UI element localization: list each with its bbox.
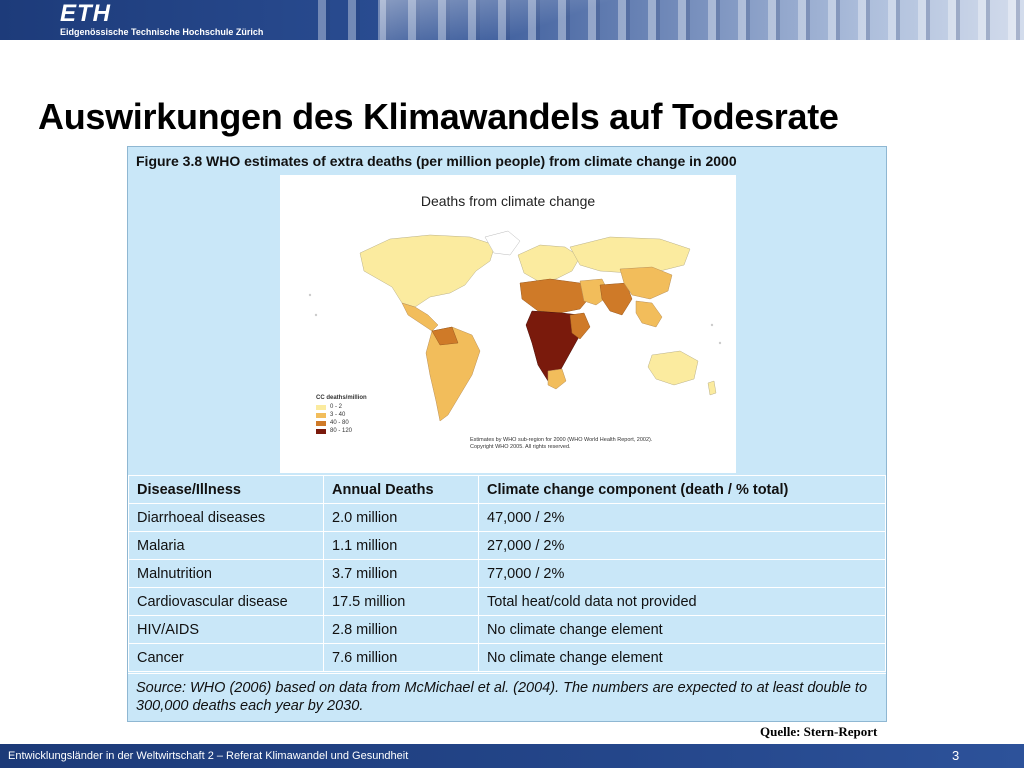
table-row	[129, 504, 886, 532]
table-cell: 2.0 million	[324, 504, 479, 532]
map-credit-line: Copyright WHO 2005. All rights reserved.	[470, 444, 571, 450]
slide-title: Auswirkungen des Klimawandels auf Todesrate	[38, 96, 839, 137]
table-header-row	[129, 476, 886, 504]
table-divider	[128, 673, 886, 674]
map-region-new-zealand	[708, 381, 716, 395]
legend-row	[316, 411, 367, 419]
table-row	[129, 616, 886, 644]
source-note: Source: WHO (2006) based on data from McMichael et al. (2004). The numbers are expected to at least double to 300,000 deaths each year by 2030.	[136, 680, 868, 714]
legend-swatch	[316, 413, 326, 418]
quelle-label: Quelle: Stern-Report	[760, 724, 878, 739]
map-region-north-africa	[520, 279, 590, 313]
map-region-central-america	[402, 303, 438, 331]
map-region-north-asia	[570, 237, 690, 273]
page-number: 3	[952, 748, 960, 763]
map-region-southern-africa	[548, 369, 566, 389]
table-header: Climate change component (death / % total)	[479, 476, 886, 504]
map-credit-line: Estimates by WHO sub-region for 2000 (WHO World Health Report, 2002).	[470, 437, 653, 443]
table-cell: 3.7 million	[324, 560, 479, 588]
footer-bar	[0, 744, 1024, 768]
map-title: Deaths from climate change	[420, 193, 596, 209]
legend-row	[316, 427, 367, 435]
table-cell: Cancer	[129, 644, 324, 672]
legend-row	[316, 403, 367, 411]
table-row	[129, 644, 886, 672]
legend-swatch	[316, 421, 326, 426]
table-cell: 7.6 million	[324, 644, 479, 672]
table-cell: 17.5 million	[324, 588, 479, 616]
eth-logo: ETH	[60, 0, 111, 27]
table-cell: 77,000 / 2%	[479, 560, 886, 588]
legend-label: 0 - 2	[330, 404, 343, 410]
table-cell: HIV/AIDS	[129, 616, 324, 644]
deaths-table	[128, 475, 886, 672]
table-row	[129, 532, 886, 560]
figure-panel	[127, 146, 887, 722]
table-cell: Malaria	[129, 532, 324, 560]
map-legend	[316, 395, 367, 435]
table-header: Annual Deaths	[324, 476, 479, 504]
building-roof-highlight	[380, 0, 660, 40]
legend-title: CC deaths/million	[316, 395, 367, 401]
footer-text: Entwicklungsländer in der Weltwirtschaft 2 – Referat Klimawandel und Gesundheit	[8, 750, 409, 762]
figure-caption: Figure 3.8 WHO estimates of extra deaths (per million people) from climate change in 2000	[136, 153, 737, 169]
table-cell: Diarrhoeal diseases	[129, 504, 324, 532]
table-cell: Total heat/cold data not provided	[479, 588, 886, 616]
map-region-southeast-asia	[636, 301, 662, 327]
header-banner	[0, 0, 1024, 40]
map-credit	[470, 437, 720, 451]
table-cell: 2.8 million	[324, 616, 479, 644]
table-cell: 27,000 / 2%	[479, 532, 886, 560]
table-row	[129, 588, 886, 616]
table-cell: Cardiovascular disease	[129, 588, 324, 616]
table-row	[129, 560, 886, 588]
legend-label: 3 - 40	[330, 412, 346, 418]
table-cell: No climate change element	[479, 616, 886, 644]
table-cell: 47,000 / 2%	[479, 504, 886, 532]
legend-swatch	[316, 429, 326, 434]
legend-row	[316, 419, 367, 427]
legend-label: 40 - 80	[330, 420, 349, 426]
world-map	[280, 175, 736, 473]
legend-label: 80 - 120	[330, 428, 353, 434]
map-region-north-america	[360, 235, 495, 307]
table-cell: No climate change element	[479, 644, 886, 672]
map-region-australia	[648, 351, 698, 385]
institution-name: Eidgenössische Technische Hochschule Zürich	[60, 27, 264, 37]
table-header: Disease/Illness	[129, 476, 324, 504]
table-cell: Malnutrition	[129, 560, 324, 588]
map-region-europe	[518, 245, 580, 281]
legend-swatch	[316, 405, 326, 410]
table-cell: 1.1 million	[324, 532, 479, 560]
